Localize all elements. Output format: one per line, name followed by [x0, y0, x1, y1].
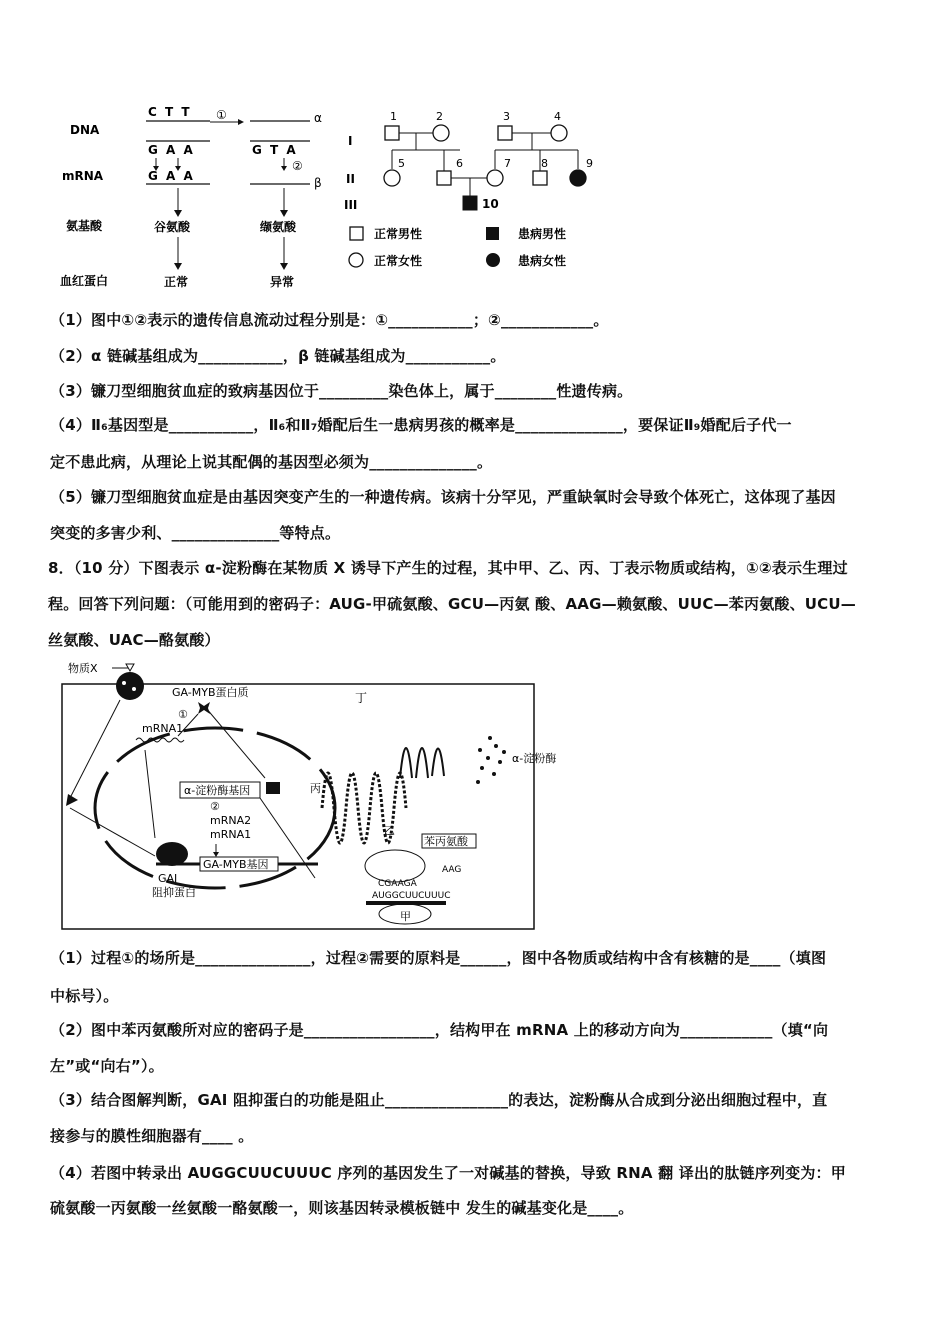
q7-part5-line2: 突变的多害少利、______________等特点。	[50, 524, 341, 542]
mrna1-label-bottom: mRNA1	[210, 828, 252, 841]
ribosome-large	[365, 850, 425, 882]
q7-part3: （3）镰刀型细胞贫血症的致病基因位于_________染色体上，属于________性遗传病。	[50, 382, 633, 400]
ga-myb-gene-label: GA-MYB基因	[203, 858, 269, 871]
step-1-label: ①	[216, 108, 227, 122]
q8-part2-line2: 左”或“向右”）。	[50, 1057, 164, 1075]
individual-8-number: 8	[541, 157, 548, 170]
protein-mutant: 异常	[270, 275, 295, 289]
q8-intro-line1: 8．（10 分）下图表示 α-淀粉酶在某物质 X 诱导下产生的过程，其中甲、乙、丙、丁表示物质或结构，①②表示生理过	[48, 559, 848, 577]
mrna1-label-top: mRNA1	[142, 722, 184, 735]
individual-3	[498, 126, 512, 140]
individual-10-number: 10	[482, 197, 499, 211]
row-label-hemoglobin: 血红蛋白	[60, 274, 109, 288]
q7-part2: （2）α 链碱基组成为___________，β 链碱基组成为___________。	[50, 347, 506, 365]
individual-2	[433, 125, 449, 141]
legend-normal-male: 正常男性	[374, 227, 423, 241]
q8-part1-line2: 中标号）。	[50, 987, 119, 1005]
receptor-blob	[116, 672, 144, 700]
q7-part4-line2: 定不患此病，从理论上说其配偶的基因型必须为______________。	[50, 453, 493, 471]
q8-part1-line1: （1）过程①的场所是_______________，过程②需要的原料是______，图中各物质或结构中含有核糖的是____（填图	[50, 949, 827, 967]
legend-affected-female-icon	[486, 253, 500, 267]
beta-chain-label: β	[314, 176, 322, 190]
mrna2-label: mRNA2	[210, 814, 252, 827]
individual-10-affected	[463, 196, 477, 210]
label-yi: 乙	[384, 824, 395, 837]
anticodon-sequence: CGAAGA	[378, 879, 417, 889]
row-label-dna: DNA	[70, 123, 100, 137]
gai-repressor-shape	[156, 842, 188, 866]
golgi	[400, 748, 444, 778]
individual-1	[385, 126, 399, 140]
individual-3-number: 3	[503, 110, 510, 123]
generation-3-label: III	[344, 198, 358, 212]
q8-intro-line2: 程。回答下列问题：（可能用到的密码子：AUG-甲硫氨酸、GCU—丙氨 酸、AAG—赖氨酸、UUC—苯丙氨酸、UCU—	[48, 595, 856, 613]
cell-boundary	[62, 684, 534, 929]
dna-bottom-strand: G A A	[148, 143, 195, 157]
amino-acid-normal: 谷氨酸	[154, 220, 191, 234]
legend-normal-female-icon	[349, 253, 363, 267]
amylase-particles	[476, 736, 506, 784]
amylase-gene-label: α-淀粉酶基因	[184, 784, 251, 797]
legend-affected-male: 患病男性	[518, 227, 567, 241]
individual-2-number: 2	[436, 110, 443, 123]
legend-affected-male-icon	[486, 227, 499, 240]
individual-6	[437, 171, 451, 185]
legend-normal-female: 正常女性	[374, 254, 423, 268]
individual-4-number: 4	[554, 110, 561, 123]
individual-6-number: 6	[456, 157, 463, 170]
substance-x-label: 物质X	[68, 662, 98, 675]
individual-5	[384, 170, 400, 186]
mrna-normal: G A A	[148, 169, 195, 183]
row-label-amino-acid: 氨基酸	[66, 219, 103, 233]
q8-part4-line1: （4）若图中转录出 AUGGCUUCUUUC 序列的基因发生了一对碱基的替换，导致 RNA 翻 译出的肽链序列变为：甲	[50, 1164, 846, 1182]
legend-affected-female: 患病女性	[518, 254, 567, 268]
individual-8	[533, 171, 547, 185]
label-ding: 丁	[355, 691, 368, 705]
individual-7	[487, 170, 503, 186]
q8-part3-line1: （3）结合图解判断，GAI 阻抑蛋白的功能是阻止________________的表达，淀粉酶从合成到分泌出细胞过程中，直	[50, 1091, 828, 1109]
amylase-label: α-淀粉酶	[512, 752, 557, 765]
q8-part4-line2: 硫氨酸一丙氨酸一丝氨酸一酪氨酸一，则该基因转录模板链中 发生的碱基变化是____。	[50, 1199, 634, 1217]
dna-top-strand: C T T	[148, 105, 192, 119]
amino-acid-mutant: 缬氨酸	[260, 220, 297, 234]
individual-9-affected	[570, 170, 586, 186]
individual-7-number: 7	[504, 157, 511, 170]
q7-part4-line1: （4）Ⅱ₆基因型是___________，Ⅱ₆和Ⅱ₇婚配后生一患病男孩的概率是______________，要保证Ⅱ₉婚配后子代一	[50, 416, 792, 434]
process-2-label: ②	[210, 800, 220, 813]
mrna-sequence: AUGGCUUCUUUC	[372, 891, 451, 901]
q7-part5-line1: （5）镰刀型细胞贫血症是由基因突变产生的一种遗传病。该病十分罕见，严重缺氧时会导致个体死亡，这体现了基因	[50, 488, 836, 506]
generation-2-label: II	[346, 172, 355, 186]
step-2-label: ②	[292, 159, 303, 173]
q8-intro-line3: 丝氨酸、UAC—酪氨酸）	[48, 631, 220, 649]
individual-1-number: 1	[390, 110, 397, 123]
figure-pedigree	[340, 105, 610, 275]
label-bing: 丙	[310, 782, 321, 795]
generation-1-label: I	[348, 134, 353, 148]
dna-mutant-strand: G T A	[252, 143, 298, 157]
individual-4	[551, 125, 567, 141]
ga-myb-protein-label: GA-MYB蛋白质	[172, 686, 249, 699]
figure-amylase-induction	[60, 658, 580, 933]
gai-label: GAI	[158, 872, 178, 885]
label-jia: 甲	[400, 910, 411, 923]
mrna1-wave-top	[136, 738, 184, 742]
left-arrow-head	[66, 794, 78, 806]
q8-part2-line1: （2）图中苯丙氨酸所对应的密码子是_________________，结构甲在 mRNA 上的移动方向为____________（填“向	[50, 1021, 829, 1039]
alpha-chain-label: α	[314, 111, 322, 125]
aag-anticodon: AAG	[442, 865, 462, 875]
individual-9-number: 9	[586, 157, 593, 170]
gai-repressor-label: 阻抑蛋白	[152, 886, 196, 899]
row-label-mrna: mRNA	[62, 169, 104, 183]
phe-label: 苯丙氨酸	[424, 835, 468, 848]
process-1-label: ①	[178, 708, 188, 721]
ga-myb-protein-shape	[198, 702, 210, 714]
protein-normal: 正常	[164, 275, 189, 289]
q8-part3-line2: 接参与的膜性细胞器有____ 。	[50, 1127, 254, 1145]
legend-normal-male-icon	[350, 227, 363, 240]
q7-part1: （1）图中①②表示的遗传信息流动过程分别是：①___________；②____________。	[50, 311, 609, 329]
individual-5-number: 5	[398, 157, 405, 170]
ga-myb-bound	[266, 782, 280, 794]
